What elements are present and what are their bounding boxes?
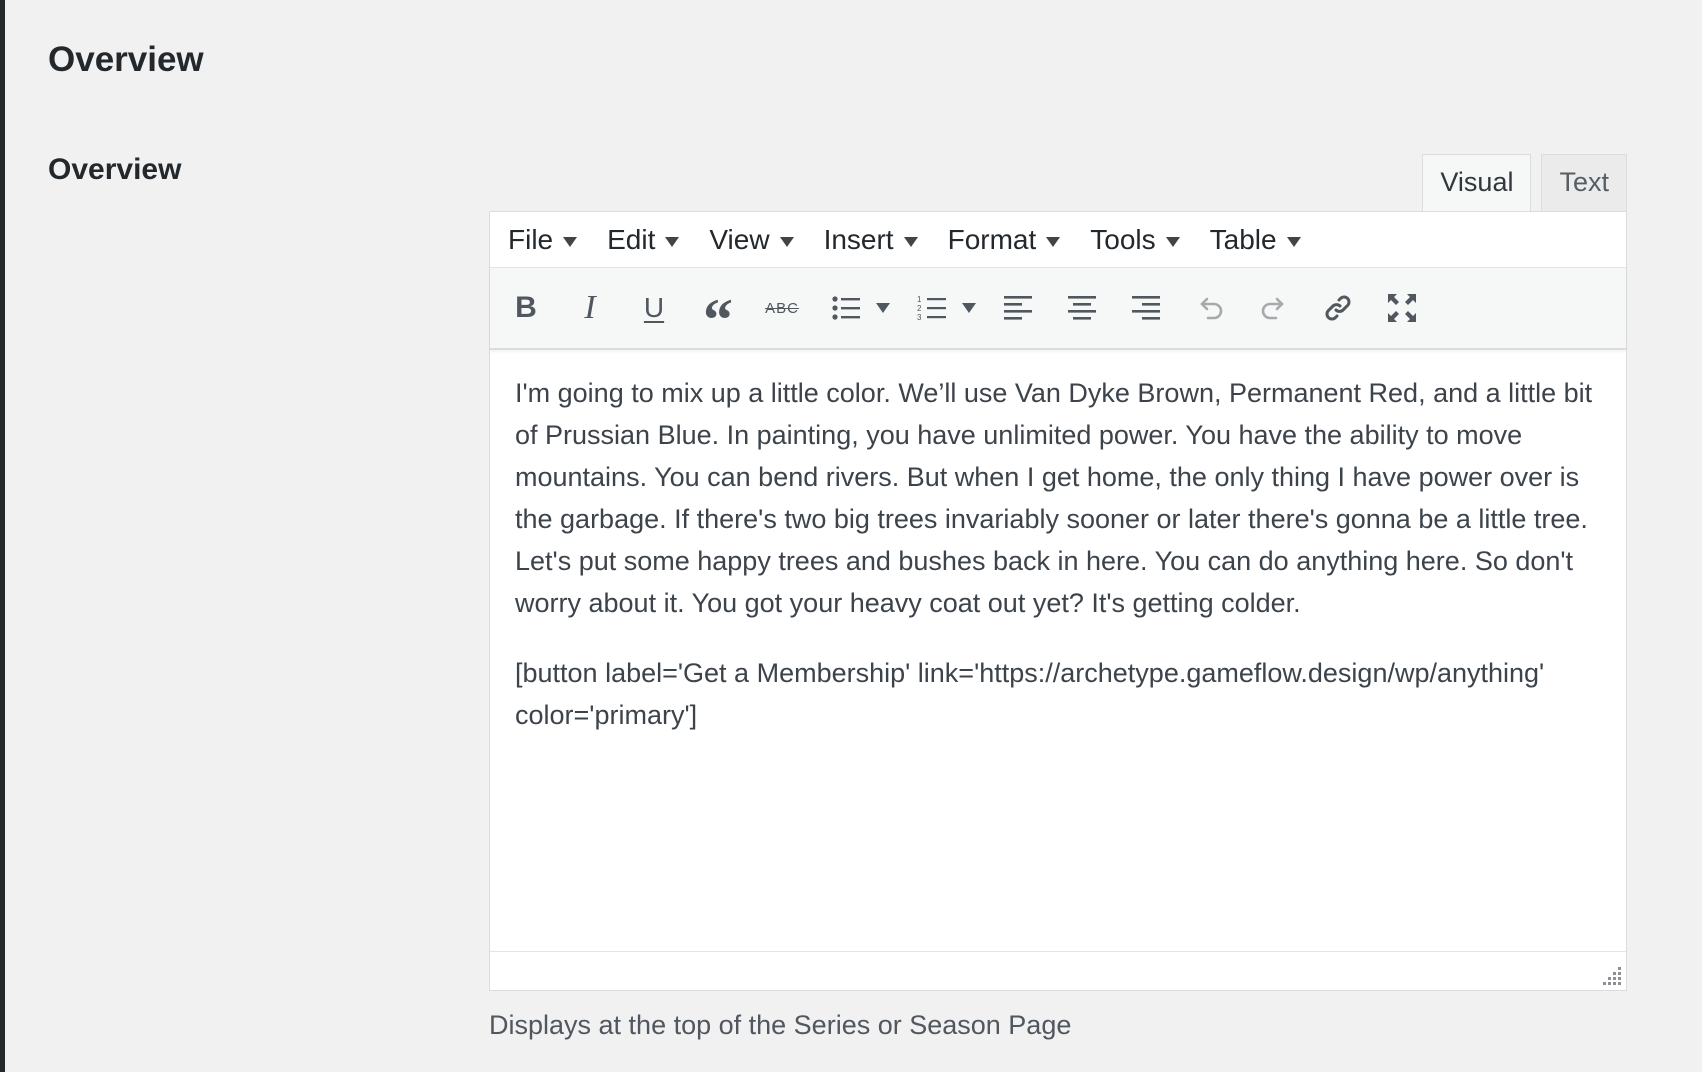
bold-button[interactable] — [502, 284, 550, 332]
strikethrough-icon: ABC — [765, 299, 799, 317]
menu-format-label: Format — [947, 223, 1037, 255]
menu-file[interactable] — [508, 223, 577, 257]
menu-insert-label: Insert — [823, 223, 894, 255]
bullet-list-options[interactable] — [872, 284, 894, 332]
editor-statusbar — [490, 951, 1626, 990]
numbered-list-split — [908, 284, 980, 332]
blockquote-icon: “ — [703, 287, 733, 353]
align-center-button[interactable] — [1058, 284, 1106, 332]
svg-text:2: 2 — [917, 304, 922, 313]
link-icon — [1322, 292, 1354, 324]
svg-text:3: 3 — [917, 313, 922, 322]
align-left-button[interactable] — [994, 284, 1042, 332]
editor-toolbar — [490, 268, 1626, 353]
numbered-list-icon — [916, 292, 948, 324]
redo-button[interactable] — [1250, 284, 1298, 332]
rich-text-editor — [489, 211, 1627, 991]
bullet-list-button[interactable] — [822, 284, 870, 332]
menu-tools-label: Tools — [1090, 223, 1156, 255]
editor-content-area[interactable] — [490, 350, 1626, 955]
caret-down-icon — [665, 237, 679, 247]
menu-tools[interactable] — [1090, 223, 1179, 257]
admin-sidebar-edge — [0, 0, 5, 1072]
resize-handle-icon[interactable] — [1604, 968, 1622, 986]
align-right-button[interactable] — [1122, 284, 1170, 332]
caret-down-icon — [962, 303, 976, 313]
tab-visual[interactable]: Visual — [1422, 154, 1531, 212]
redo-icon — [1258, 292, 1290, 324]
caret-down-icon — [563, 237, 577, 247]
caret-down-icon — [1166, 237, 1180, 247]
bold-icon: B — [515, 291, 537, 324]
undo-icon — [1194, 292, 1226, 324]
fullscreen-button[interactable] — [1378, 284, 1426, 332]
menu-view[interactable] — [709, 223, 793, 257]
svg-text:1: 1 — [917, 295, 922, 304]
blockquote-button[interactable] — [694, 284, 742, 353]
numbered-list-options[interactable] — [958, 284, 980, 332]
insert-link-button[interactable] — [1314, 284, 1362, 332]
menu-edit-label: Edit — [607, 223, 656, 255]
fullscreen-icon — [1386, 292, 1418, 324]
caret-down-icon — [1287, 237, 1301, 247]
align-center-icon — [1066, 292, 1098, 324]
caret-down-icon — [1046, 237, 1060, 247]
caret-down-icon — [780, 237, 794, 247]
align-right-icon — [1130, 292, 1162, 324]
menu-format[interactable] — [948, 223, 1061, 257]
editor-tabs — [1412, 154, 1627, 211]
numbered-list-button[interactable] — [908, 284, 956, 332]
menu-view-label: View — [709, 223, 770, 255]
section-title: Overview — [48, 40, 204, 79]
align-left-icon — [1002, 292, 1034, 324]
caret-down-icon — [904, 237, 918, 247]
content-shortcode-paragraph: [button label='Get a Membership' link='https://archetype.gameflow.design/wp/anything' color='primary'] — [515, 658, 1545, 730]
underline-icon: U — [643, 292, 665, 323]
menu-edit[interactable] — [607, 223, 679, 257]
italic-icon: I — [584, 289, 596, 326]
bullet-list-icon — [830, 292, 862, 324]
menu-table-label: Table — [1209, 223, 1277, 255]
field-label: Overview — [48, 153, 182, 186]
menu-table[interactable] — [1210, 223, 1301, 257]
editor-menubar — [490, 212, 1626, 268]
menu-file-label: File — [508, 223, 554, 255]
underline-button[interactable] — [630, 284, 678, 332]
caret-down-icon — [876, 303, 890, 313]
menu-insert[interactable] — [824, 223, 918, 257]
undo-button[interactable] — [1186, 284, 1234, 332]
field-description: Displays at the top of the Series or Season Page — [489, 1010, 1072, 1040]
bullet-list-split — [822, 284, 894, 332]
tab-text[interactable]: Text — [1541, 154, 1627, 211]
italic-button[interactable] — [566, 284, 614, 332]
content-paragraph: I'm going to mix up a little color. We’ll use Van Dyke Brown, Permanent Red, and a little bit of Prussian Blue. In painting, you have unlimited power. You have the ability to move mountains. You can bend rivers. But when I get home, the only thing I have power over is the garbage. If there's two big trees invariably sooner or later there's gonna be a little tree. Let's put some happy trees and bushes back in here. You can do anything here. So don't worry about it. You got your heavy coat out yet? It's getting colder. — [515, 378, 1593, 618]
strikethrough-button[interactable] — [758, 284, 806, 332]
